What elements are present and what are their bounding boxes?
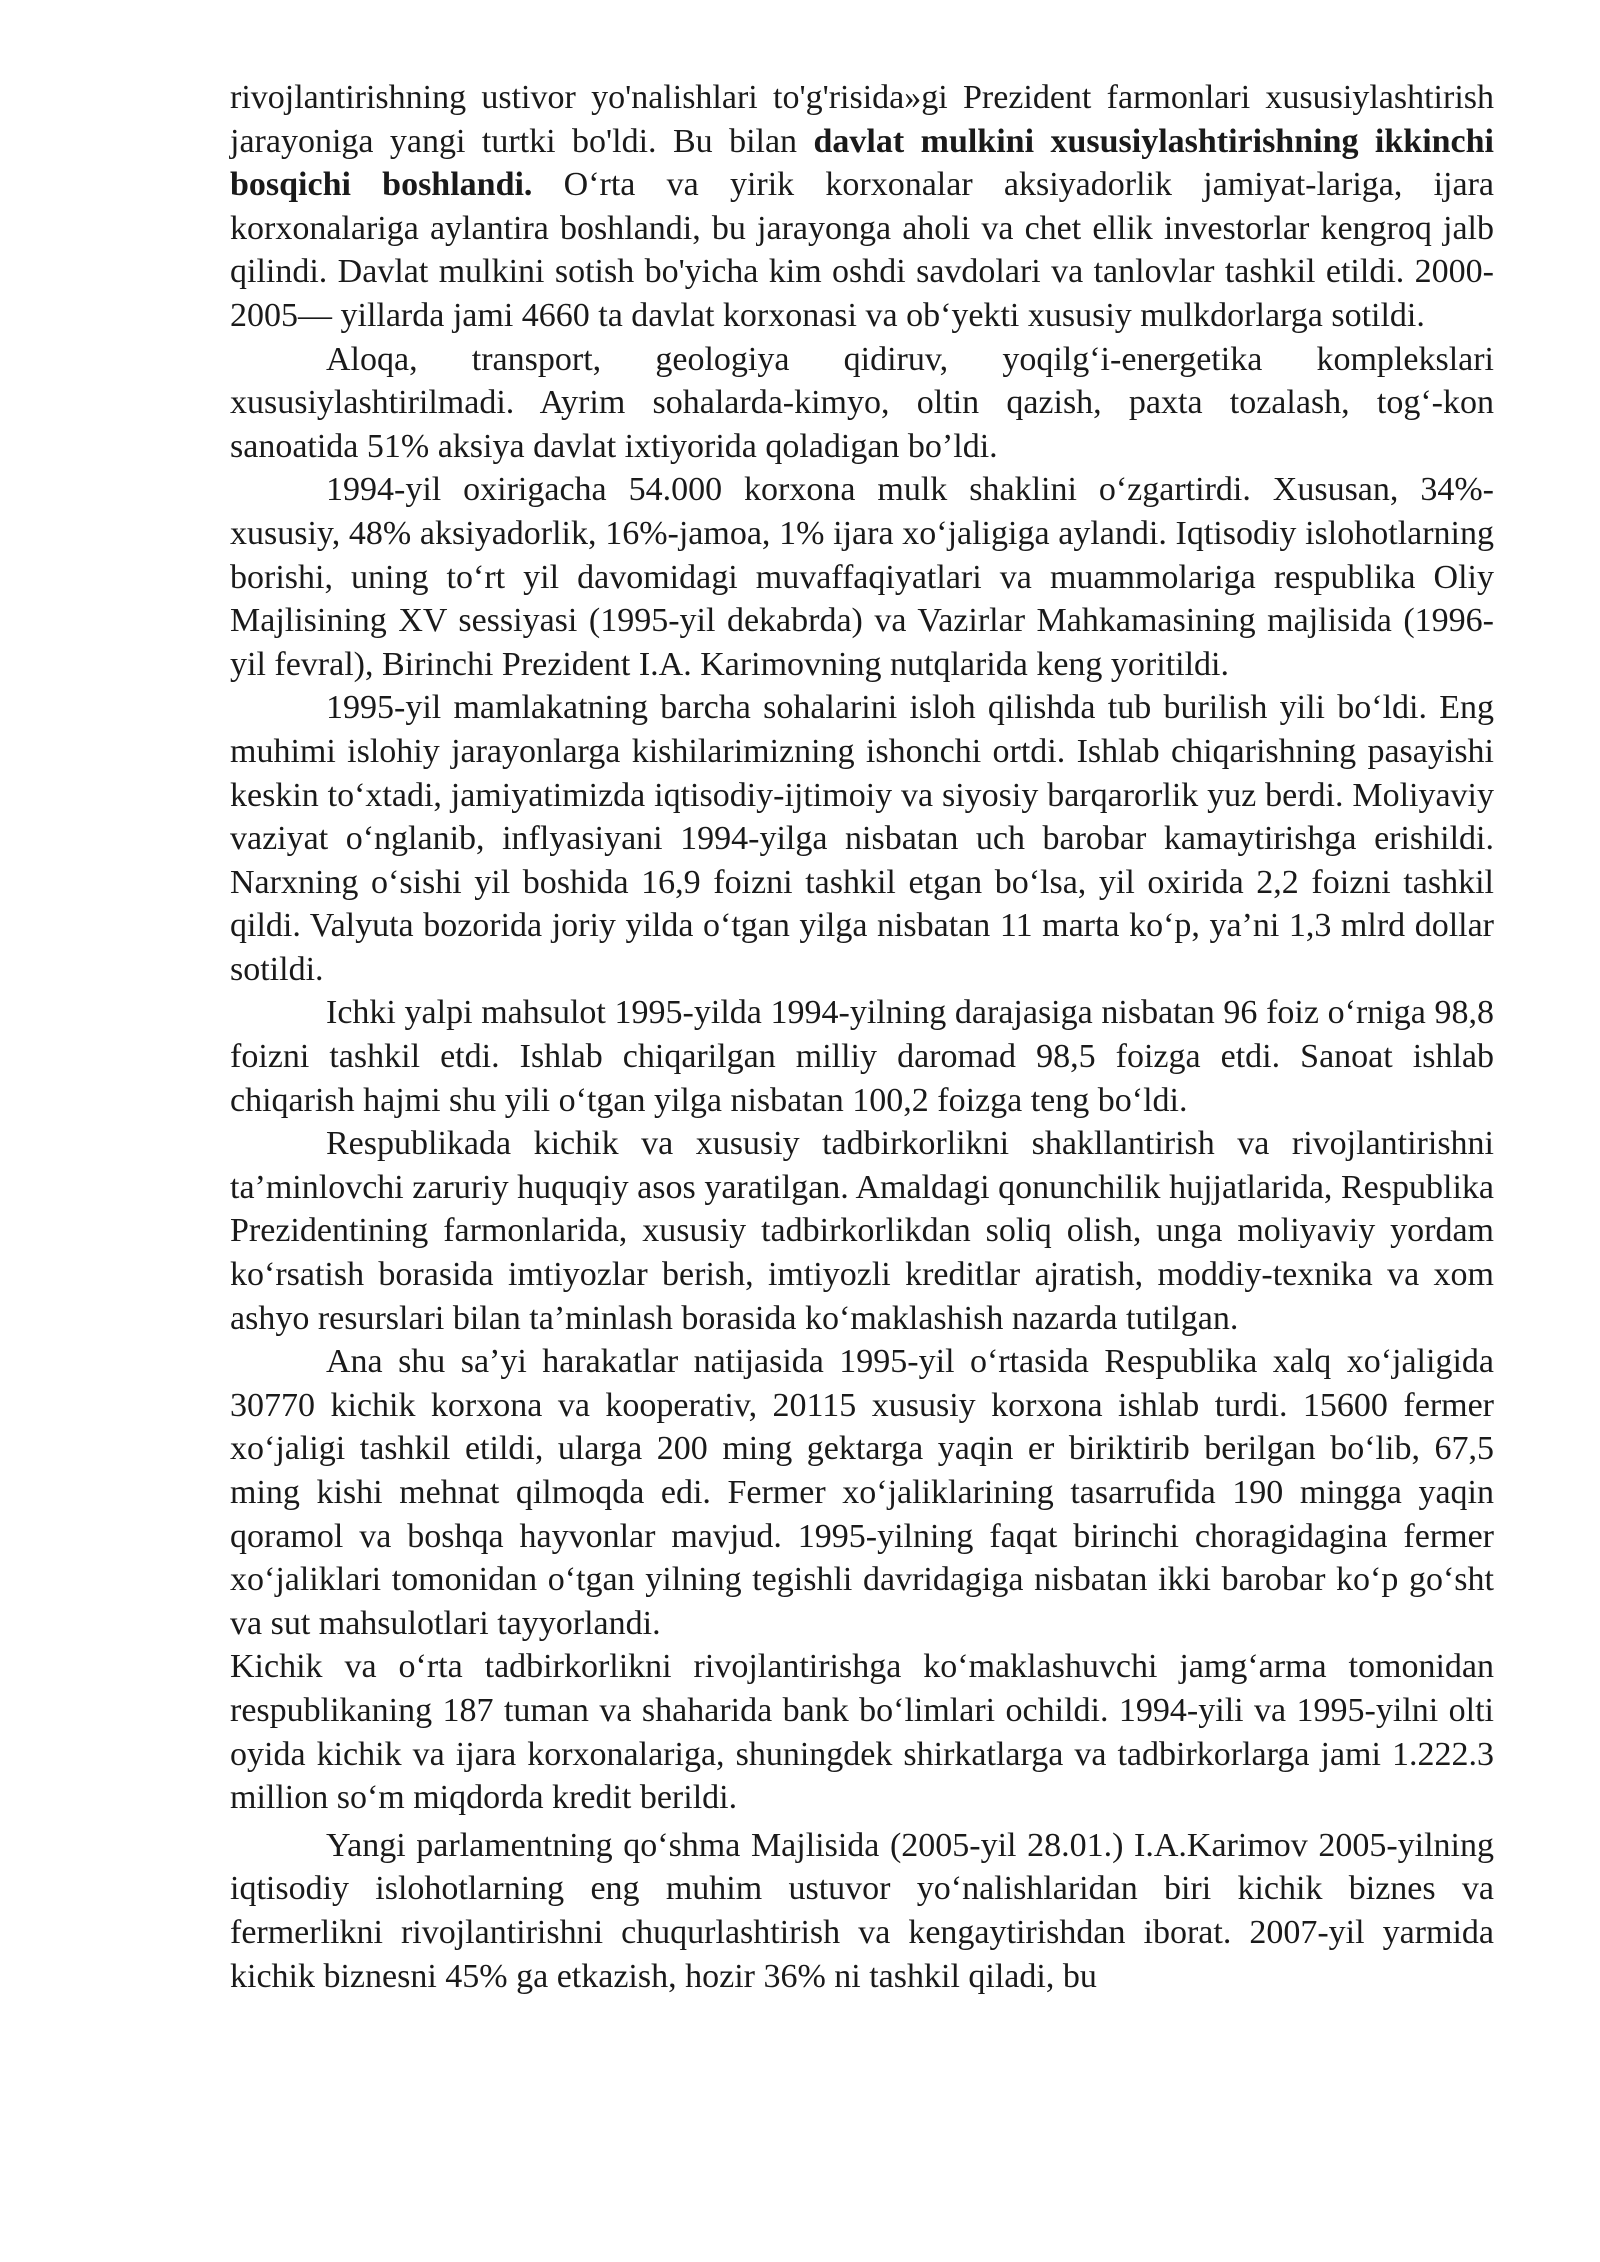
paragraph-5: Ichki yalpi mahsulot 1995-yilda 1994-yilning darajasiga nisbatan 96 foiz o‘rniga 98,8 foizni tashkil etdi. Ishlab chiqarilgan milliy daromad 98,5 foizga etdi. Sanoat ishlab chiqarish hajmi shu yili o‘tgan yilga nisbatan 100,2 foizga teng bo‘ldi. (230, 994, 1494, 1119)
paragraph-1-lead: rivojlantirishning ustivor yo'nalishlari to'g'risida»gi Prezident farmonlari xususiylashtirish jarayoniga yangi turtki bo'ldi. Bu bilan (230, 79, 1494, 160)
paragraph-1-rest: O‘rta va yirik korxonalar aksiyadorlik jamiyat-lariga, ijara korxonalariga aylantira boshlandi, bu jarayonga aholi va chet ellik investorlar kengroq jalb qilindi. Davlat mulkini sotish bo'yicha kim oshdi savdolari va tanlovlar tashkil etildi. 2000-2005— yillarda jami 4660 ta davlat korxonasi va ob‘yekti xususiy mulkdorlarga sotildi. (230, 166, 1494, 334)
paragraph-2: Aloqa, transport, geologiya qidiruv, yoqilg‘i-energetika komplekslari xususiylashtirilmadi. Ayrim sohalarda-kimyo, oltin qazish, paxta tozalash, tog‘-kon sanoatida 51% aksiya davlat ixtiyorida qoladigan bo’ldi. (230, 340, 1494, 465)
paragraph-1-bold: davlat mulkini xususiylashtirishning ikkinchi bosqichi boshlandi. (230, 122, 1494, 204)
paragraph-7: Ana shu sa’yi harakatlar natijasida 1995-yil o‘rtasida Respublika xalq xo‘jaligida 30770 kichik korxona va kooperativ, 20115 xususiy korxona ishlab turdi. 15600 fermer xo‘jaligi tashkil etildi, ularga 200 ming gektarga yaqin er biriktirib berilgan bo‘lib, 67,5 ming kishi mehnat qilmoqda edi. Fermer xo‘jaliklarining tasarrufida 190 mingga yaqin qoramol va boshqa hayvonlar mavjud. 1995-yilning faqat birinchi choragidagina fermer xo‘jaliklari tomonidan o‘tgan yilning tegishli davridagiga nisbatan ikki barobar ko‘p go‘sht va sut mahsulotlari tayyorlandi. (230, 1343, 1494, 1642)
paragraph-3: 1994-yil oxirigacha 54.000 korxona mulk shaklini o‘zgartirdi. Xususan, 34%-xususiy, 48% aksiyadorlik, 16%-jamoa, 1% ijara xo‘jaligiga aylandi. Iqtisodiy islohotlarning borishi, uning to‘rt yil davomidagi muvaffaqiyatlari va muammolariga respublika Oliy Majlisining XV sessiyasi (1995-yil dekabrda) va Vazirlar Mahkamasining majlisida (1996-yil fevral), Birinchi Prezident I.A. Karimovning nutqlarida keng yoritildi. (230, 471, 1494, 683)
document-page (230, 76, 1494, 1998)
paragraph-6: Respublikada kichik va xususiy tadbirkorlikni shakllantirish va rivojlantirishni ta’minlovchi zaruriy huquqiy asos yaratilgan. Amaldagi qonunchilik hujjatlarida, Respublika Prezidentining farmonlarida, xususiy tadbirkorlikdan soliq olish, unga moliyaviy yordam ko‘rsatish borasida imtiyozlar berish, imtiyozli kreditlar ajratish, moddiy-texnika va xom ashyo resurslari bilan ta’minlash borasida ko‘maklashish nazarda tutilgan. (230, 1125, 1494, 1337)
paragraph-1 (230, 76, 1494, 338)
paragraph-4: 1995-yil mamlakatning barcha sohalarini isloh qilishda tub burilish yili bo‘ldi. Eng muhimi islohiy jarayonlarga kishilarimizning ishonchi ortdi. Ishlab chiqarishning pasayishi keskin to‘xtadi, jamiyatimizda iqtisodiy-ijtimoiy va siyosiy barqarorlik yuz berdi. Moliyaviy vaziyat o‘nglanib, inflyasiyani 1994-yilga nisbatan uch barobar kamaytirishga erishildi. Narxning o‘sishi yil boshida 16,9 foizni tashkil etgan bo‘lsa, yil oxirida 2,2 foizni tashkil qildi. Valyuta bozorida joriy yilda o‘tgan yilga nisbatan 11 marta ko‘p, ya’ni 1,3 mlrd dollar sotildi. (230, 689, 1494, 988)
paragraph-8: Kichik va o‘rta tadbirkorlikni rivojlantirishga ko‘maklashuvchi jamg‘arma tomonidan respublikaning 187 tuman va shaharida bank bo‘limlari ochildi. 1994-yili va 1995-yilni olti oyida kichik va ijara korxonalariga, shuningdek shirkatlarga va tadbirkorlarga jami 1.222.3 million so‘m miqdorda kredit berildi. (230, 1648, 1494, 1817)
paragraph-9: Yangi parlamentning qo‘shma Majlisida (2005-yil 28.01.) I.A.Karimov 2005-yilning iqtisodiy islohotlarning eng muhim ustuvor yo‘nalishlaridan biri kichik biznes va fermerlikni rivojlantirishni chuqurlashtirish va kengaytirishdan iborat. 2007-yil yarmida kichik biznesni 45% ga etkazish, hozir 36% ni tashkil qiladi, bu (230, 1826, 1494, 1995)
